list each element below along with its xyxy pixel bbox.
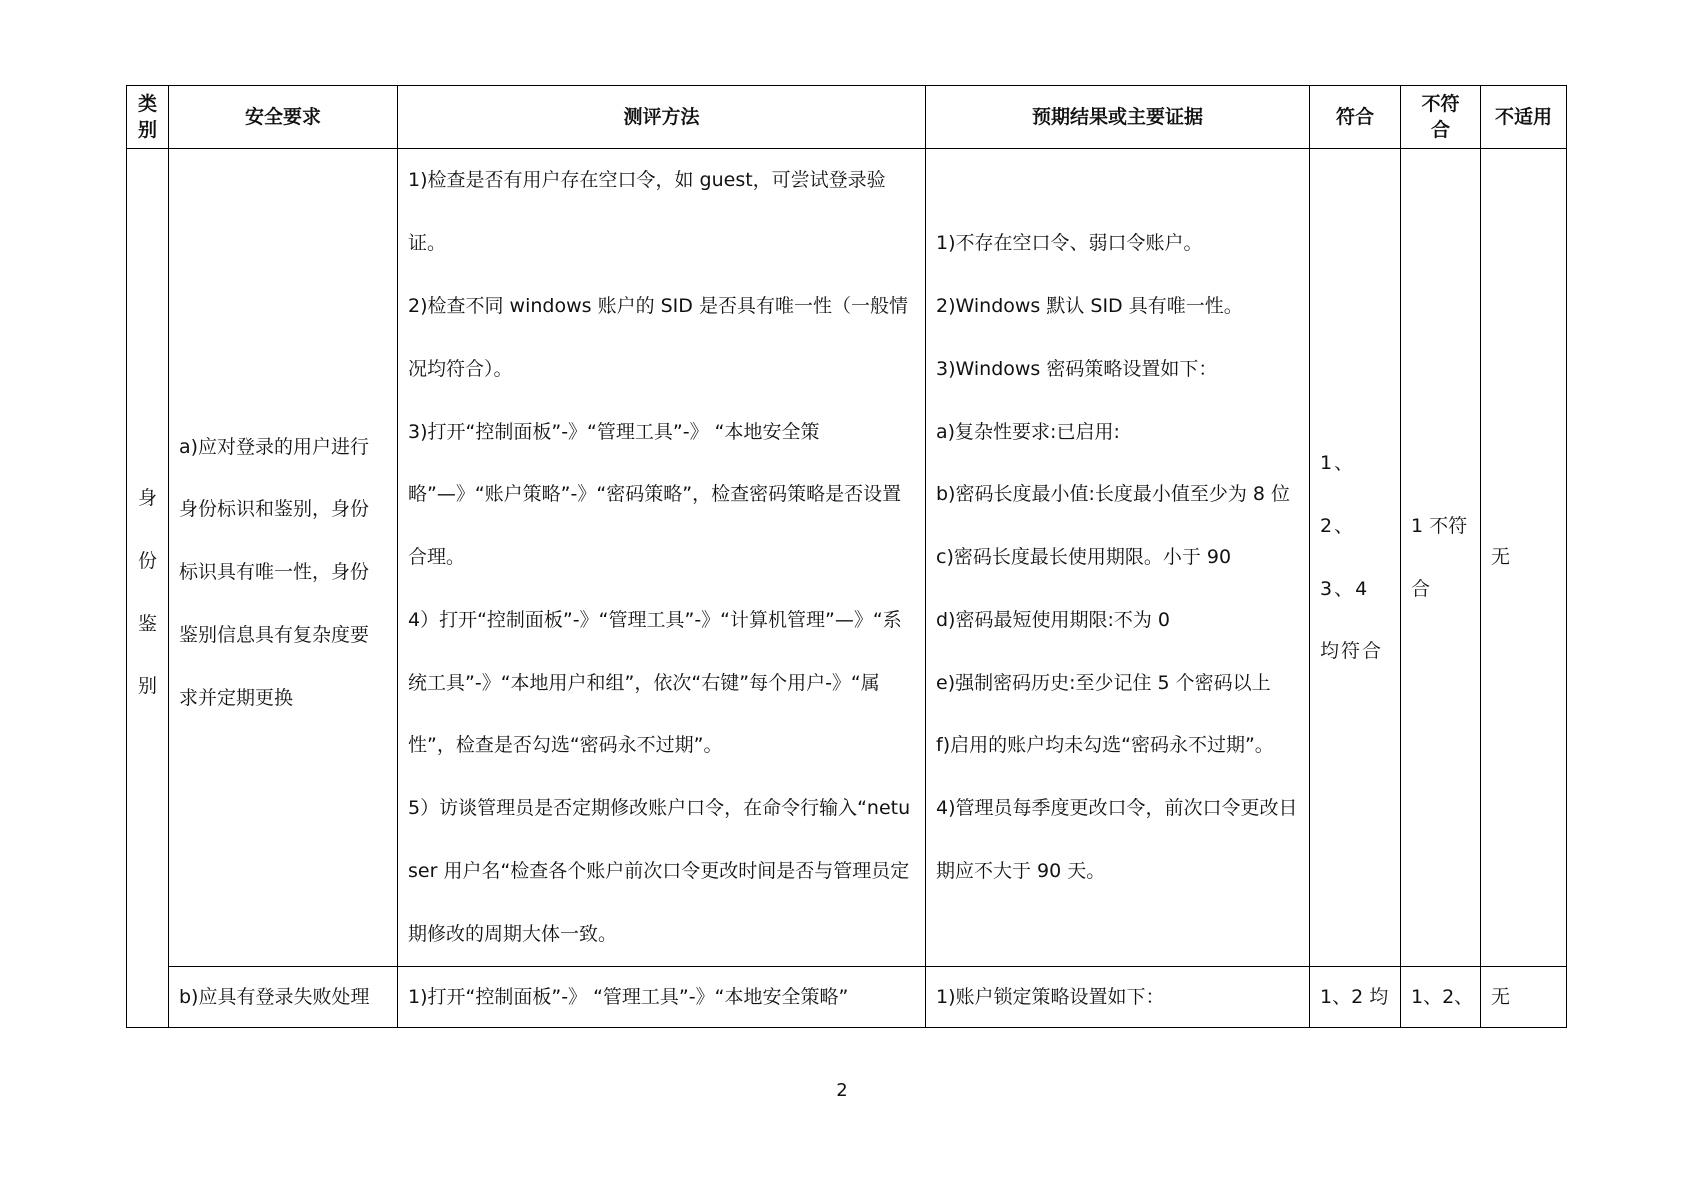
na-text: 无 (1491, 546, 1511, 569)
requirement-text: a)应对登录的用户进行身份标识和鉴别，身份标识具有唯一性，身份鉴别信息具有复杂度要求并定期更换 (179, 435, 370, 709)
header-category: 类别 (127, 86, 169, 149)
expected-item: 4)管理员每季度更改口令，前次口令更改日期应不大于 90 天。 (936, 797, 1298, 883)
header-requirement: 安全要求 (169, 86, 398, 149)
header-noncomply: 不符合 (1401, 86, 1481, 149)
na-cell (1481, 149, 1567, 967)
comply-text: 1、2 均 (1320, 986, 1389, 1008)
category-text: 身份鉴别 (137, 487, 157, 698)
method-item: 2)检查不同 windows 账户的 SID 是否具有唯一性（一般情况均符合）。 (408, 294, 908, 380)
category-cell (127, 149, 169, 1028)
page-number: 2 (836, 1080, 848, 1101)
method-item: 1)检查是否有用户存在空口令，如 guest，可尝试登录验证。 (408, 169, 886, 255)
method-item: 5）访谈管理员是否定期修改账户口令，在命令行输入“netuser 用户名“检查各个账户前次口令更改时间是否与管理员定期修改的周期大体一致。 (408, 797, 911, 945)
expected-text: 1)账户锁定策略设置如下： (936, 986, 1165, 1008)
noncomply-text: 1 不符合 (1411, 514, 1468, 600)
table-row (127, 149, 1567, 967)
expected-item: f)启用的账户均未勾选“密码永不过期”。 (936, 734, 1274, 757)
comply-cell (1310, 967, 1401, 1028)
method-text: 1)打开“控制面板”-》 “管理工具”-》“本地安全策略” (408, 986, 849, 1008)
method-item: 3)打开“控制面板”-》“管理工具”-》 “本地安全策略”—》“账户策略”-》“密码策略”，检查密码策略是否设置合理。 (408, 420, 902, 569)
comply-cell (1310, 149, 1401, 967)
evaluation-table (126, 85, 1567, 1028)
expected-item: a)复杂性要求:已启用: (936, 420, 1120, 443)
requirement-cell (169, 149, 398, 967)
method-cell (398, 149, 926, 967)
table-row (127, 967, 1567, 1028)
expected-item: e)强制密码历史:至少记住 5 个密码以上 (936, 671, 1271, 694)
header-method: 测评方法 (398, 86, 926, 149)
noncomply-cell (1401, 967, 1481, 1028)
expected-item: 2)Windows 默认 SID 具有唯一性。 (936, 294, 1243, 317)
expected-item: c)密码长度最长使用期限。小于 90 (936, 546, 1232, 569)
expected-item: 3)Windows 密码策略设置如下： (936, 357, 1218, 380)
expected-list (926, 212, 1309, 903)
na-text: 无 (1491, 986, 1511, 1008)
header-expected: 预期结果或主要证据 (926, 86, 1310, 149)
requirement-cell (169, 967, 398, 1028)
comply-text: 1、2、3、4 均符合 (1320, 451, 1384, 663)
noncomply-cell (1401, 149, 1481, 967)
expected-cell (926, 149, 1310, 967)
na-cell (1481, 967, 1567, 1028)
expected-cell (926, 967, 1310, 1028)
header-na: 不适用 (1481, 86, 1567, 149)
expected-item: d)密码最短使用期限:不为 0 (936, 608, 1171, 631)
method-item: 4）打开“控制面板”-》“管理工具”-》“计算机管理”—》“系统工具”-》“本地用户和组”，依次“右键”每个用户-》“属性”，检查是否勾选“密码永不过期”。 (408, 608, 902, 757)
expected-item: b)密码长度最小值:长度最小值至少为 8 位 (936, 483, 1291, 506)
requirement-text: b)应具有登录失败处理 (179, 986, 370, 1008)
header-row (127, 86, 1567, 149)
method-list (398, 149, 925, 965)
noncomply-text: 1、2、 (1411, 986, 1474, 1008)
header-comply: 符合 (1310, 86, 1401, 149)
expected-item: 1)不存在空口令、弱口令账户。 (936, 232, 1203, 255)
method-cell (398, 967, 926, 1028)
